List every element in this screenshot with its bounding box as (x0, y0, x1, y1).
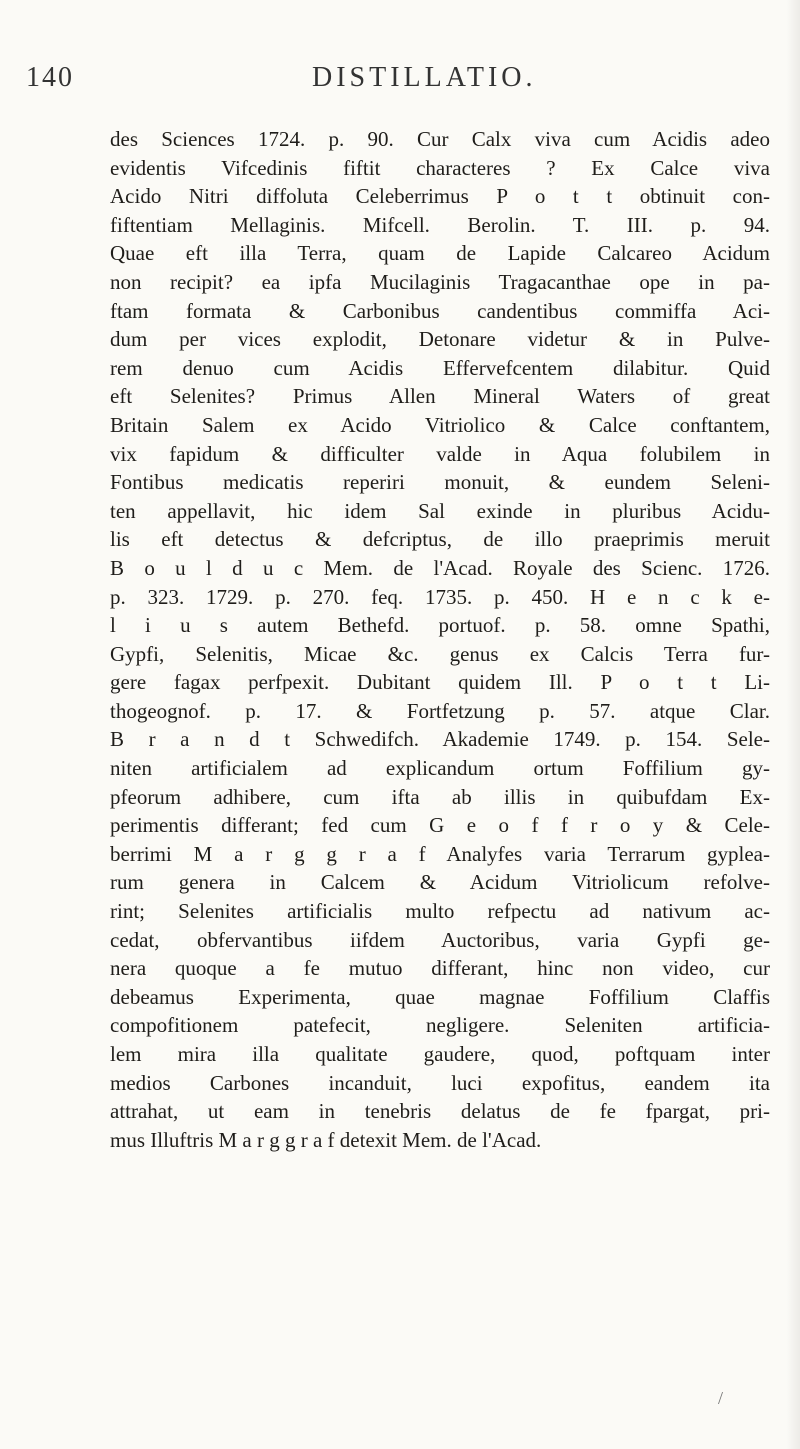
body-text (110, 125, 770, 1154)
running-title: DISTILLATIO. (312, 62, 537, 93)
text-line: evidentis Vifcedinis fiftit characteres ? Ex Calce viva (110, 155, 770, 180)
page-edge-shadow (786, 0, 800, 1449)
text-line: B o u l d u c Mem. de l'Acad. Royale des Scienc. 1726. (110, 555, 770, 580)
text-line: attrahat, ut eam in tenebris delatus de fe fpargat, pri- (110, 1099, 770, 1124)
text-line: compofitionem patefecit, negligere. Seleniten artificia- (110, 1013, 770, 1038)
text-line: nera quoque a fe mutuo differant, hinc non video, cur (110, 956, 770, 981)
text-line: vix fapidum & difficulter valde in Aqua folubilem in (110, 441, 770, 466)
text-line: berrimi M a r g g r a f Analyfes varia Terrarum gyplea- (110, 841, 770, 866)
text-line: niten artificialem ad explicandum ortum Foffilium gy- (110, 756, 770, 781)
text-line: lem mira illa qualitate gaudere, quod, poftquam inter (110, 1042, 770, 1066)
text-line: Gypfi, Selenitis, Micae &c. genus ex Calcis Terra fur- (110, 641, 770, 666)
text-line: ten appellavit, hic idem Sal exinde in pluribus Acidu- (110, 498, 770, 523)
catchword-mark: / (718, 1388, 724, 1408)
text-line: lis eft detectus & defcriptus, de illo praeprimis meruit (110, 527, 770, 552)
text-line: fiftentiam Mellaginis. Mifcell. Berolin. T. III. p. 94. (110, 212, 770, 237)
text-line: eft Selenites? Primus Allen Mineral Waters of great (110, 384, 770, 409)
text-line: non recipit? ea ipfa Mucilaginis Tragacanthae ope in pa- (110, 269, 770, 294)
text-line: cedat, obfervantibus iifdem Auctoribus, varia Gypfi ge- (110, 927, 770, 952)
text-line: rem denuo cum Acidis Effervefcentem dilabitur. Quid (110, 355, 770, 380)
text-line: B r a n d t Schwedifch. Akademie 1749. p. 154. Sele- (110, 727, 770, 752)
text-line: ftam formata & Carbonibus candentibus commiffa Aci- (110, 298, 770, 323)
text-line: dum per vices explodit, Detonare videtur & in Pulve- (110, 327, 770, 352)
text-line: rum genera in Calcem & Acidum Vitriolicum refolve- (110, 870, 770, 895)
text-line: pfeorum adhibere, cum ifta ab illis in quibufdam Ex- (110, 784, 770, 809)
text-line: des Sciences 1724. p. 90. Cur Calx viva cum Acidis adeo (110, 127, 770, 151)
text-line: Acido Nitri diffoluta Celeberrimus P o t t obtinuit con- (110, 184, 770, 209)
text-line: l i u s autem Bethefd. portuof. p. 58. omne Spathi, (110, 613, 770, 638)
text-line: Quae eft illa Terra, quam de Lapide Calcareo Acidum (110, 241, 770, 266)
text-line: Britain Salem ex Acido Vitriolico & Calce conftantem, (110, 412, 770, 437)
text-line: medios Carbones incanduit, luci expofitus, eandem ita (110, 1070, 770, 1095)
text-line: p. 323. 1729. p. 270. feq. 1735. p. 450. H e n c k e- (110, 584, 770, 609)
text-line: mus Illuftris M a r g g r a f detexit Mem. de l'Acad. (110, 1127, 542, 1152)
text-line: gere fagax perfpexit. Dubitant quidem Ill. P o t t Li- (110, 670, 770, 695)
text-line: thogeognof. p. 17. & Fortfetzung p. 57. atque Clar. (110, 698, 770, 723)
page-number: 140 (26, 62, 74, 93)
text-line: debeamus Experimenta, quae magnae Foffilium Claffis (110, 984, 770, 1009)
text-line: Fontibus medicatis reperiri monuit, & eundem Seleni- (110, 470, 770, 495)
text-line: perimentis differant; fed cum G e o f f r o y & Cele- (110, 813, 770, 838)
text-line: rint; Selenites artificialis multo refpectu ad nativum ac- (110, 899, 770, 924)
page-header (26, 62, 786, 102)
